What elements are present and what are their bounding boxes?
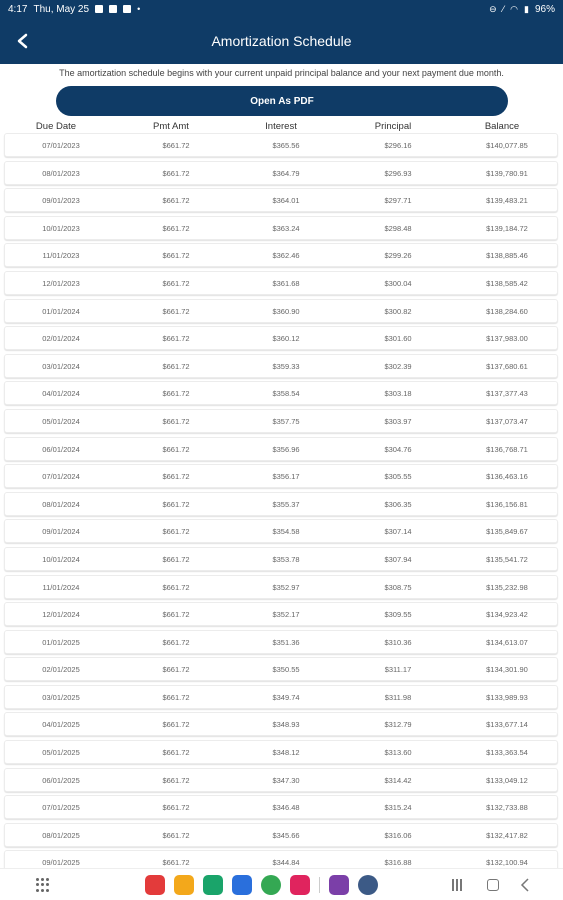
table-row	[4, 354, 558, 378]
cell-due-date: 12/01/2023	[42, 278, 80, 288]
recent-apps-icon[interactable]	[452, 879, 464, 891]
cell-due-date: 07/01/2023	[42, 141, 80, 150]
cell-principal: $300.82	[384, 306, 412, 316]
cell-interest: $357.75	[272, 416, 300, 426]
schedule-description: The amortization schedule begins with your current unpaid principal balance and your next payment due month.	[59, 68, 504, 78]
slack-icon[interactable]	[329, 875, 349, 895]
table-row	[4, 409, 558, 433]
table-header	[0, 119, 563, 133]
red-app-icon[interactable]	[145, 875, 165, 895]
cell-interest: $344.84	[272, 858, 300, 868]
cell-payment-amount: $661.72	[162, 168, 190, 178]
cell-interest: $352.17	[272, 610, 300, 620]
battery-icon: ▮	[524, 3, 529, 14]
cell-principal: $315.24	[384, 803, 412, 813]
cell-due-date: 03/01/2024	[42, 361, 80, 371]
cell-balance: $138,284.60	[486, 306, 528, 316]
cell-due-date: 04/01/2025	[42, 720, 80, 730]
mute-icon: ⁄	[502, 4, 505, 14]
cell-principal: $316.06	[384, 830, 412, 840]
cell-due-date: 02/01/2025	[42, 665, 80, 675]
cell-interest: $362.46	[272, 251, 300, 261]
cell-payment-amount: $661.72	[162, 748, 190, 758]
cell-payment-amount: $661.72	[162, 610, 190, 620]
cell-principal: $301.60	[384, 334, 412, 344]
cell-interest: $365.56	[272, 141, 300, 150]
cell-due-date: 05/01/2024	[42, 416, 80, 426]
cell-interest: $346.48	[272, 803, 300, 813]
cell-principal: $310.36	[384, 637, 412, 647]
cell-balance: $134,923.42	[486, 610, 528, 620]
status-time: 4:17	[8, 3, 28, 15]
cell-payment-amount: $661.72	[162, 141, 190, 150]
cell-balance: $133,989.93	[486, 692, 528, 702]
cell-due-date: 09/01/2024	[42, 527, 80, 537]
cell-payment-amount: $661.72	[162, 665, 190, 675]
blue-messages-icon[interactable]	[232, 875, 252, 895]
cell-due-date: 12/01/2024	[42, 610, 80, 620]
cell-balance: $133,677.14	[486, 720, 528, 730]
cell-interest: $360.90	[272, 306, 300, 316]
table-row	[4, 437, 558, 461]
table-row	[4, 188, 558, 212]
cell-interest: $345.66	[272, 830, 300, 840]
camera-icon[interactable]	[290, 875, 310, 895]
table-row	[4, 326, 558, 350]
cell-payment-amount: $661.72	[162, 637, 190, 647]
cell-interest: $361.68	[272, 278, 300, 288]
page-title: Amortization Schedule	[211, 33, 352, 49]
cell-interest: $356.17	[272, 472, 300, 482]
cell-due-date: 01/01/2025	[42, 637, 80, 647]
cell-balance: $138,885.46	[486, 251, 528, 261]
cell-due-date: 06/01/2025	[42, 775, 80, 785]
cell-principal: $307.14	[384, 527, 412, 537]
table-row	[4, 657, 558, 681]
cell-balance: $135,232.98	[486, 582, 528, 592]
cell-payment-amount: $661.72	[162, 775, 190, 785]
cell-payment-amount: $661.72	[162, 196, 190, 206]
cell-principal: $312.79	[384, 720, 412, 730]
cell-principal: $305.55	[384, 472, 412, 482]
header-interest: Interest	[265, 120, 297, 132]
cell-payment-amount: $661.72	[162, 692, 190, 702]
cell-principal: $314.42	[384, 775, 412, 785]
navigation-bar	[0, 868, 563, 900]
schedule-table[interactable]	[0, 133, 563, 868]
cell-due-date: 07/01/2025	[42, 803, 80, 813]
table-row	[4, 823, 558, 847]
cell-balance: $137,983.00	[486, 334, 528, 344]
wifi-icon: ◠	[510, 3, 519, 14]
cell-due-date: 08/01/2023	[42, 168, 80, 178]
cell-balance: $140,077.85	[486, 141, 528, 150]
more-notifications-icon: •	[137, 4, 141, 14]
cell-principal: $303.97	[384, 416, 412, 426]
cell-principal: $308.75	[384, 582, 412, 592]
cell-payment-amount: $661.72	[162, 720, 190, 730]
cell-interest: $348.93	[272, 720, 300, 730]
cell-payment-amount: $661.72	[162, 361, 190, 371]
table-row	[4, 602, 558, 626]
cell-balance: $137,073.47	[486, 416, 528, 426]
cell-payment-amount: $661.72	[162, 306, 190, 316]
cell-payment-amount: $661.72	[162, 278, 190, 288]
cell-balance: $132,733.88	[486, 803, 528, 813]
settings-icon[interactable]	[358, 875, 378, 895]
table-row	[4, 271, 558, 295]
table-row	[4, 464, 558, 488]
cell-balance: $139,184.72	[486, 223, 528, 233]
cell-payment-amount: $661.72	[162, 223, 190, 233]
table-row	[4, 795, 558, 819]
cell-due-date: 04/01/2024	[42, 389, 80, 399]
cell-payment-amount: $661.72	[162, 803, 190, 813]
cell-principal: $309.55	[384, 610, 412, 620]
cell-balance: $135,849.67	[486, 527, 528, 537]
table-row	[4, 850, 558, 868]
cell-balance: $133,363.54	[486, 748, 528, 758]
gallery-notification-icon	[95, 5, 103, 13]
cell-due-date: 11/01/2024	[42, 582, 80, 592]
status-battery: 96%	[534, 3, 555, 15]
cell-interest: $349.74	[272, 692, 300, 702]
status-left	[8, 4, 140, 15]
header-pmt-amt: Pmt Amt	[153, 120, 189, 132]
cell-balance: $139,483.21	[486, 196, 528, 206]
cell-balance: $132,100.94	[486, 858, 528, 868]
cell-interest: $359.33	[272, 361, 300, 371]
link-icon: ⊖	[489, 3, 497, 14]
table-row	[4, 161, 558, 185]
table-row	[4, 381, 558, 405]
cell-interest: $364.79	[272, 168, 300, 178]
chrome-icon[interactable]	[261, 875, 281, 895]
cell-principal: $307.94	[384, 554, 412, 564]
cell-principal: $296.93	[384, 168, 412, 178]
cell-payment-amount: $661.72	[162, 472, 190, 482]
cell-interest: $353.78	[272, 554, 300, 564]
cell-principal: $298.48	[384, 223, 412, 233]
cell-principal: $306.35	[384, 499, 412, 509]
header-due-date: Due Date	[35, 120, 77, 132]
cell-payment-amount: $661.72	[162, 444, 190, 454]
cell-due-date: 08/01/2024	[42, 499, 80, 509]
cell-due-date: 03/01/2025	[42, 692, 80, 702]
cell-principal: $311.98	[384, 692, 412, 702]
header-balance: Balance	[484, 120, 520, 132]
cell-principal: $302.39	[384, 361, 412, 371]
table-row	[4, 575, 558, 599]
table-row	[4, 519, 558, 543]
cell-payment-amount: $661.72	[162, 830, 190, 840]
cell-balance: $134,301.90	[486, 665, 528, 675]
cell-payment-amount: $661.72	[162, 582, 190, 592]
app-dock	[145, 875, 378, 895]
cell-due-date: 07/01/2024	[42, 472, 80, 482]
cell-due-date: 08/01/2025	[42, 830, 80, 840]
cell-due-date: 11/01/2023	[42, 251, 80, 261]
cell-due-date: 01/01/2024	[42, 306, 80, 316]
table-row	[4, 243, 558, 267]
cell-balance: $132,417.82	[486, 830, 528, 840]
cell-balance: $139,780.91	[486, 168, 528, 178]
cell-balance: $135,541.72	[486, 554, 528, 564]
cell-interest: $363.24	[272, 223, 300, 233]
cell-interest: $347.30	[272, 775, 300, 785]
cell-balance: $133,049.12	[486, 775, 528, 785]
cell-payment-amount: $661.72	[162, 251, 190, 261]
cell-due-date: 06/01/2024	[42, 444, 80, 454]
table-row	[4, 630, 558, 654]
cell-principal: $299.26	[384, 251, 412, 261]
cell-interest: $354.58	[272, 527, 300, 537]
app-bar	[0, 18, 563, 64]
table-row	[4, 547, 558, 571]
cell-balance: $137,377.43	[486, 389, 528, 399]
cell-interest: $351.36	[272, 637, 300, 647]
cell-principal: $316.88	[384, 858, 412, 868]
cell-due-date: 02/01/2024	[42, 334, 80, 344]
home-icon[interactable]	[487, 879, 499, 891]
cell-principal: $296.16	[384, 141, 412, 150]
back-button[interactable]	[6, 24, 40, 58]
table-row	[4, 740, 558, 764]
cell-balance: $136,463.16	[486, 472, 528, 482]
dock-divider	[319, 877, 320, 893]
cell-interest: $355.37	[272, 499, 300, 509]
status-bar	[0, 0, 563, 18]
cell-principal: $303.18	[384, 389, 412, 399]
cell-balance: $137,680.61	[486, 361, 528, 371]
cell-payment-amount: $661.72	[162, 334, 190, 344]
green-phone-icon[interactable]	[203, 875, 223, 895]
cell-payment-amount: $661.72	[162, 416, 190, 426]
cell-payment-amount: $661.72	[162, 554, 190, 564]
yellow-folder-icon[interactable]	[174, 875, 194, 895]
cell-interest: $358.54	[272, 389, 300, 399]
cell-principal: $297.71	[384, 196, 412, 206]
cell-due-date: 10/01/2023	[42, 223, 80, 233]
table-row	[4, 768, 558, 792]
cell-interest: $364.01	[272, 196, 300, 206]
open-as-pdf-button[interactable]: Open As PDF	[56, 86, 508, 116]
cell-balance: $138,585.42	[486, 278, 528, 288]
cell-balance: $136,156.81	[486, 499, 528, 509]
cell-due-date: 05/01/2025	[42, 748, 80, 758]
cell-principal: $304.76	[384, 444, 412, 454]
header-principal: Principal	[374, 120, 412, 132]
app-drawer-icon[interactable]	[36, 878, 50, 892]
cell-interest: $356.96	[272, 444, 300, 454]
table-row	[4, 492, 558, 516]
cell-principal: $300.04	[384, 278, 412, 288]
table-row	[4, 216, 558, 240]
cell-due-date: 10/01/2024	[42, 554, 80, 564]
table-row	[4, 685, 558, 709]
cell-payment-amount: $661.72	[162, 858, 190, 868]
phone-notification-icon	[109, 5, 117, 13]
table-row	[4, 299, 558, 323]
cell-interest: $360.12	[272, 334, 300, 344]
cell-payment-amount: $661.72	[162, 499, 190, 509]
system-back-icon[interactable]	[520, 878, 530, 897]
table-row	[4, 133, 558, 157]
status-right	[489, 4, 555, 15]
cell-interest: $350.55	[272, 665, 300, 675]
arrow-left-icon	[16, 33, 30, 49]
cell-payment-amount: $661.72	[162, 527, 190, 537]
cell-due-date: 09/01/2023	[42, 196, 80, 206]
cell-interest: $348.12	[272, 748, 300, 758]
cell-interest: $352.97	[272, 582, 300, 592]
cell-principal: $313.60	[384, 748, 412, 758]
cell-principal: $311.17	[384, 665, 412, 675]
table-row	[4, 712, 558, 736]
cell-payment-amount: $661.72	[162, 389, 190, 399]
cell-due-date: 09/01/2025	[42, 858, 80, 868]
email-notification-icon	[123, 5, 131, 13]
status-date: Thu, May 25	[33, 3, 90, 15]
cell-balance: $134,613.07	[486, 637, 528, 647]
cell-balance: $136,768.71	[486, 444, 528, 454]
